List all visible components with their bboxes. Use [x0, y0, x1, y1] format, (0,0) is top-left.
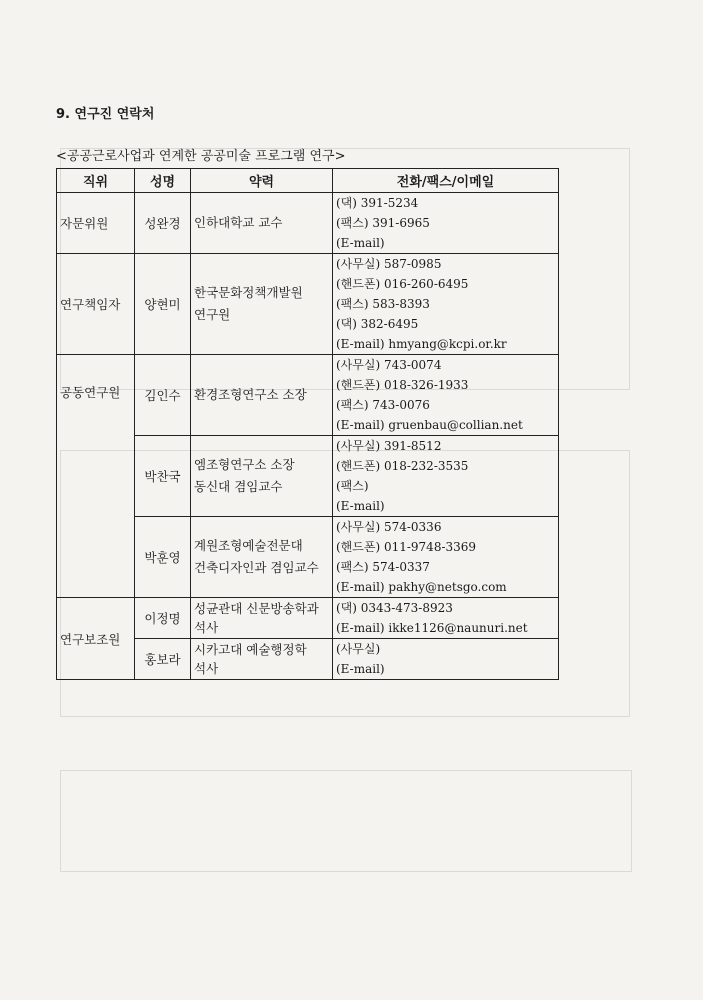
contact-line: (사무실) 587-0985: [336, 257, 442, 271]
table-row: [57, 193, 559, 254]
career-line: 건축디자인과 겸임교수: [194, 560, 319, 575]
career-cell: [191, 355, 333, 436]
role-cell: [57, 355, 135, 598]
table-title: <공공근로사업과 연계한 공공미술 프로그램 연구>: [56, 149, 346, 164]
contact-line: (팩스) 574-0337: [336, 560, 430, 574]
contact-line: (팩스): [336, 479, 369, 493]
contact-cell: [333, 598, 559, 639]
career-cell: [191, 193, 333, 254]
career-line: 연구원: [194, 307, 231, 322]
contact-line: (E-mail) ikke1126@naunuri.net: [336, 621, 528, 635]
contact-cell: [333, 193, 559, 254]
contact-line: (사무실) 574-0336: [336, 520, 442, 534]
career-cell: [191, 254, 333, 355]
name-cell: 양현미: [135, 254, 191, 355]
contact-line: (E-mail) pakhy@netsgo.com: [336, 580, 507, 594]
contact-cell: [333, 436, 559, 517]
role-label: 공동연구원: [60, 385, 121, 400]
contact-line: (댁) 382-6495: [336, 317, 419, 331]
career-line: 동신대 겸임교수: [194, 479, 283, 494]
bleed-through-box: [60, 770, 632, 872]
career-cell: [191, 517, 333, 598]
career-line: 한국문화정책개발원: [194, 285, 303, 300]
career-line: 성균관대 신문방송학과: [194, 601, 319, 616]
name-cell: 홍보라: [135, 639, 191, 680]
name-cell: 이정명: [135, 598, 191, 639]
column-header-name: 성명: [135, 169, 191, 193]
contact-line: (댁) 0343-473-8923: [336, 601, 453, 615]
name-cell: 박훈영: [135, 517, 191, 598]
career-line: 인하대학교 교수: [194, 215, 283, 230]
column-header-career: 약력: [191, 169, 333, 193]
contact-table: [56, 168, 559, 680]
contact-line: (팩스) 391-6965: [336, 216, 430, 230]
contact-line: (팩스) 743-0076: [336, 398, 430, 412]
career-line: 석사: [194, 661, 219, 676]
contact-line: (E-mail): [336, 236, 385, 250]
table-row: [57, 598, 559, 639]
contact-line: (핸드폰) 016-260-6495: [336, 277, 469, 291]
contact-line: (사무실) 391-8512: [336, 439, 442, 453]
career-cell: [191, 598, 333, 639]
contact-line: (팩스) 583-8393: [336, 297, 430, 311]
contact-line: (E-mail): [336, 499, 385, 513]
career-cell: [191, 436, 333, 517]
contact-cell: [333, 639, 559, 680]
contact-line: (E-mail): [336, 662, 385, 676]
career-line: 석사: [194, 620, 219, 635]
contact-line: (핸드폰) 018-232-3535: [336, 459, 469, 473]
role-cell: 자문위원: [57, 193, 135, 254]
role-cell: 연구책임자: [57, 254, 135, 355]
contact-line: (핸드폰) 011-9748-3369: [336, 540, 477, 554]
career-line: 시카고대 예술행정학: [194, 642, 307, 657]
contact-line: (댁) 391-5234: [336, 196, 419, 210]
section-title: 9. 연구진 연락처: [56, 107, 155, 122]
contact-line: (핸드폰) 018-326-1933: [336, 378, 469, 392]
contact-cell: [333, 254, 559, 355]
name-cell: 김인수: [135, 355, 191, 436]
contact-line: (사무실) 743-0074: [336, 358, 442, 372]
name-cell: 박찬국: [135, 436, 191, 517]
contact-cell: [333, 517, 559, 598]
career-line: 엠조형연구소 소장: [194, 457, 295, 472]
contact-cell: [333, 355, 559, 436]
career-cell: [191, 639, 333, 680]
column-header-position: 직위: [57, 169, 135, 193]
table-row: [57, 254, 559, 355]
contact-line: (사무실): [336, 642, 381, 656]
contact-line: (E-mail) gruenbau@collian.net: [336, 418, 523, 432]
table-header-row: [57, 169, 559, 193]
column-header-contact: 전화/팩스/이메일: [333, 169, 559, 193]
name-cell: 성완경: [135, 193, 191, 254]
role-cell: 연구보조원: [57, 598, 135, 680]
career-line: 계원조형예술전문대: [194, 538, 303, 553]
contact-line: (E-mail) hmyang@kcpi.or.kr: [336, 337, 507, 351]
table-row: [57, 355, 559, 436]
career-line: 환경조형연구소 소장: [194, 387, 307, 402]
